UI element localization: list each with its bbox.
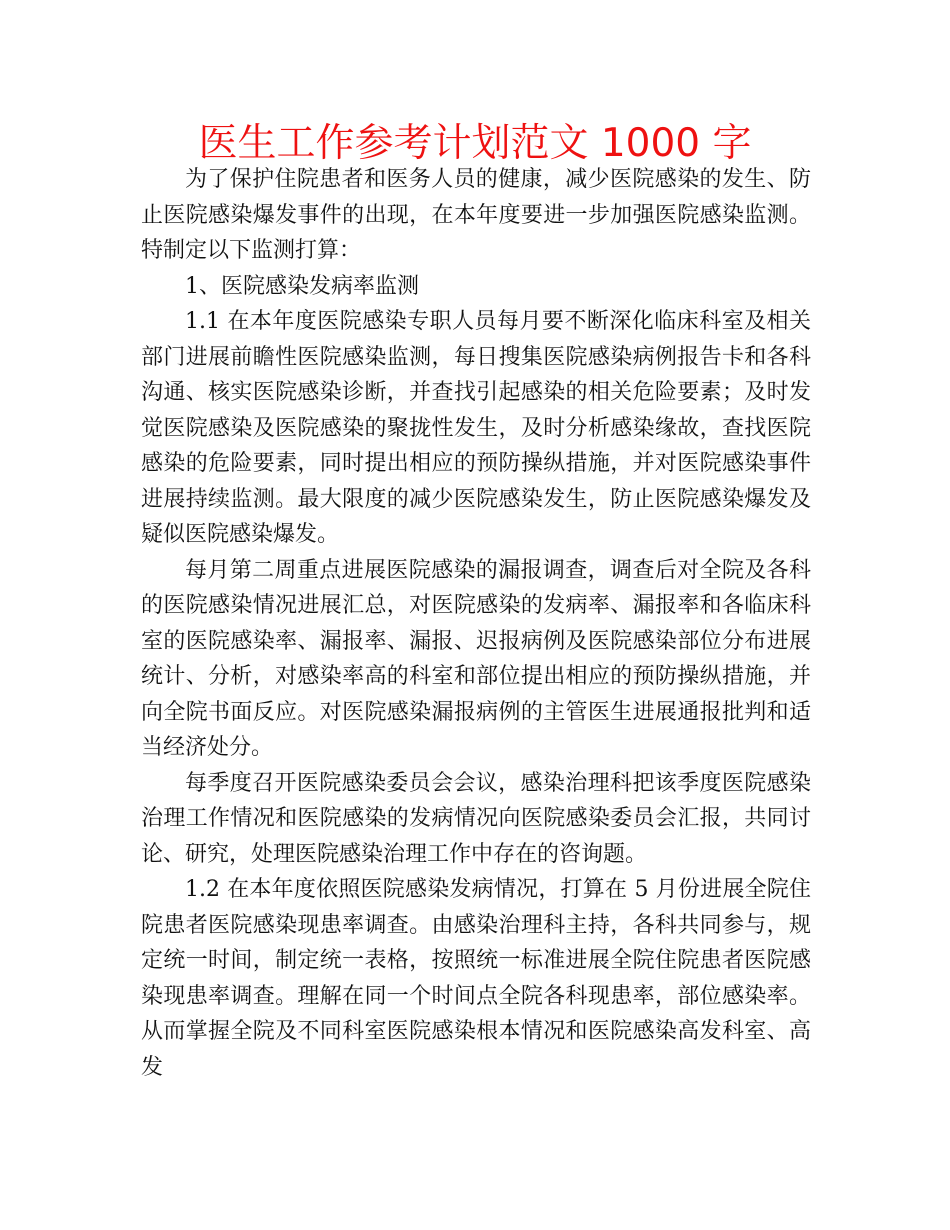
paragraph-1-2: 1.2 在本年度依照医院感染发病情况，打算在 5 月份进展全院住院患者医院感染现患率调查。由感染治理科主持，各科共同参与，规定统一时间，制定统一表格，按照统一标准进展全院住院患者医院感染现患率调查。理解在同一个时间点全院各科现患率，部位感染率。从而掌握全院及不同科室医院感染根本情况和医院感染高发科室、高发: [141, 877, 811, 1080]
paragraph-1-1: 1.1 在本年度医院感染专职人员每月要不断深化临床科室及相关部门进展前瞻性医院感染监测，每日搜集医院感染病例报告卡和各科沟通、核实医院感染诊断，并查找引起感染的相关危险要素；及时发觉医院感染及医院感染的聚拢性发生，及时分析感染缘故，查找医院感染的危险要素，同时提出相应的预防操纵措施，并对医院感染事件进展持续监测。最大限度的减少医院感染发生，防止医院感染爆发及疑似医院感染爆发。: [141, 309, 811, 547]
section-heading-1: 1、医院感染发病率监测: [185, 273, 419, 299]
paragraph-intro: 为了保护住院患者和医务人员的健康，减少医院感染的发生、防止医院感染爆发事件的出现，在本年度要进一步加强医院感染监测。特制定以下监测打算：: [141, 167, 811, 263]
document-title: 医生工作参考计划范文 1000 字: [198, 121, 752, 166]
paragraph-quarterly-meeting: 每季度召开医院感染委员会会议，感染治理科把该季度医院感染治理工作情况和医院感染的发病情况向医院感染委员会汇报，共同讨论、研究，处理医院感染治理工作中存在的咨询题。: [141, 770, 811, 867]
paragraph-monthly-survey: 每月第二周重点进展医院感染的漏报调查，调查后对全院及各科的医院感染情况进展汇总，对医院感染的发病率、漏报率和各临床科室的医院感染率、漏报率、漏报、迟报病例及医院感染部位分布进展统计、分析，对感染率高的科室和部位提出相应的预防操纵措施，并向全院书面反应。对医院感染漏报病例的主管医生进展通报批判和适当经济处分。: [141, 557, 811, 760]
document-body: [141, 162, 811, 1085]
